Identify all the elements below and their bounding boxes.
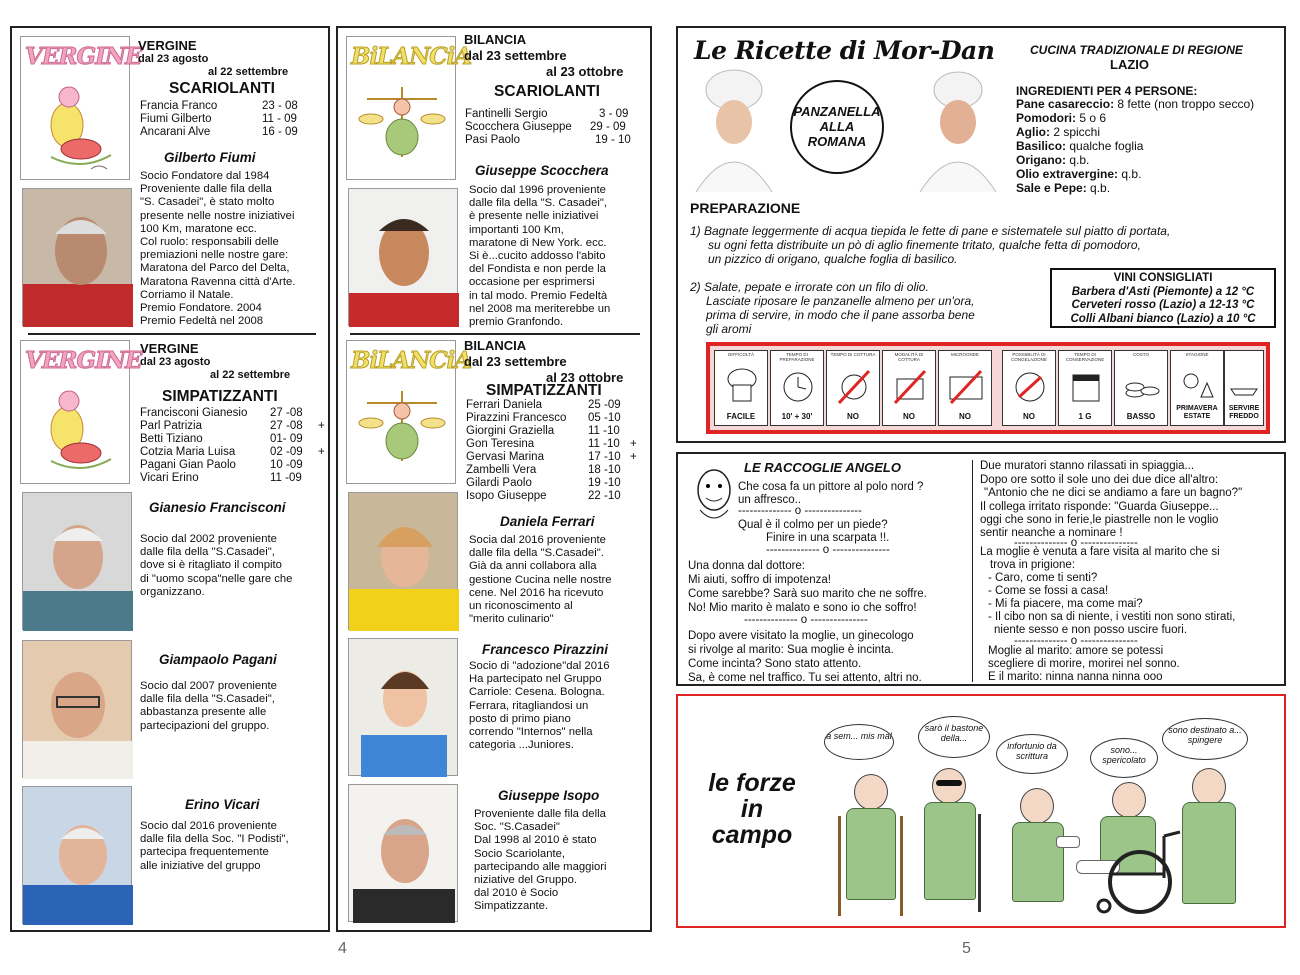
ingredients-title: INGREDIENTI PER 4 PERSONE: xyxy=(1016,84,1198,98)
no-stove-icon xyxy=(891,367,929,407)
chef-woman-photo xyxy=(686,68,782,192)
joke-line: Dopo avere visitato la moglie, un ginecologo xyxy=(688,630,914,642)
difficulty-cell: DIFFICOLTÀ FACILE xyxy=(714,350,768,426)
joke-line: Come incinta? Sono stato attento. xyxy=(688,658,862,670)
bilancia-scale-drawing xyxy=(347,37,457,181)
divider xyxy=(28,333,316,335)
joke-separator: -------------- o --------------- xyxy=(1014,635,1138,647)
speech-bubble: sono destinato a... spingere xyxy=(1162,718,1248,760)
speech-bubble: a sem... mis mal xyxy=(824,724,894,760)
sign-to: al 23 ottobre xyxy=(546,370,624,385)
joke-line: - Come se fossi a casa! xyxy=(988,585,1109,597)
person-bio: Socio dal 2016 proveniente dalle fila della Soc. "I Podisti", partecipa frequentemente alle iniziative del gruppo xyxy=(140,820,289,872)
page-number-right: 5 xyxy=(962,940,971,957)
sign-title: BILANCIA xyxy=(464,338,527,353)
figure-body xyxy=(1182,802,1236,904)
joke-line: Dopo ore sotto il sole uno dei due dice all'altro: xyxy=(980,474,1219,486)
cost-cell: COSTO BASSO xyxy=(1114,350,1168,426)
freeze-cell: POSSIBILITÀ DI CONGELAZIONE NO xyxy=(1002,350,1056,426)
joke-line: scegliere di morire, morirei nel sonno. xyxy=(988,658,1180,670)
joke-separator: -------------- o --------------- xyxy=(744,614,868,626)
figure-body xyxy=(846,808,896,900)
wines-box: VINI CONSIGLIATI Barbera d'Asti (Piemonte) a 12 °C Cerveteri rosso (Lazio) a 12-13 °C Colli Albani bianco (Lazio) a 10 °C xyxy=(1050,268,1276,328)
vergine-logo: VERGINE xyxy=(20,36,130,180)
joke-line: Moglie al marito: amore se potessi xyxy=(988,645,1164,657)
figure-body xyxy=(924,802,976,900)
joke-line: Finire in una scarpata !!. xyxy=(766,532,890,544)
person-name: Francesco Pirazzini xyxy=(482,642,609,657)
joke-separator: -------------- o --------------- xyxy=(738,505,862,517)
joke-line: Come sarebbe? Sarà suo marito che ne soffre. xyxy=(688,588,927,600)
joke-line: Due muratori stanno rilassati in spiaggia... xyxy=(980,460,1195,472)
chef-man-photo xyxy=(914,70,1000,192)
no-freeze-icon xyxy=(1011,367,1049,407)
figure-head xyxy=(932,768,966,804)
sign-from: dal 23 settembre xyxy=(464,354,567,369)
speech-bubble: infortunio da scrittura xyxy=(996,734,1068,774)
joke-line: niente sesso e non posso uscire fuori. xyxy=(994,624,1188,636)
joke-line: E il marito: ninna nanna ninna ooo xyxy=(988,671,1163,683)
person-name: Daniela Ferrari xyxy=(500,514,595,529)
vergine-logo: VERGINE xyxy=(20,340,130,484)
joke-separator: -------------- o --------------- xyxy=(766,544,890,556)
person-bio: Proveniente dalle fila della Soc. "S.Casadei" Dal 1998 al 2010 è stato Socio Scariolante, partecipando alle maggiori niziative del Gruppo. dal 2010 è Socio Simpatizzante. xyxy=(474,808,607,913)
sign-title: VERGINE xyxy=(140,341,199,356)
season-cell: STAGIONE PRIMAVERA ESTATE xyxy=(1170,350,1224,426)
jokes-title: LE RACCOGLIE ANGELO xyxy=(744,460,901,475)
photo-erino-vicari xyxy=(22,786,132,924)
calendar-icon xyxy=(1067,367,1105,407)
joke-line: un affresco.. xyxy=(738,494,802,506)
bilancia-logo: BiLANCiA xyxy=(346,340,456,484)
ingredients-list: Pane casareccio: 8 fette (non troppo secco) Pomodori: 5 o 6 Aglio: 2 spicchi Basilico: qualche foglia Origano: q.b. Olio extravergine: q.b. Sale e Pepe: q.b. xyxy=(1016,97,1255,195)
recipe-title: Le Ricette di Mor-Dan xyxy=(694,36,995,65)
sign-to: al 23 ottobre xyxy=(546,64,624,79)
person-bio: Socio dal 2002 proveniente dalle fila della "S.Casadei", dove si è ritagliato il compito di "uomo scopa"nelle gare che organizzano. xyxy=(140,533,293,598)
sign-title: BILANCIA xyxy=(464,32,527,47)
sign-from: dal 23 settembre xyxy=(464,48,567,63)
sunglasses xyxy=(936,780,962,786)
left-column-2: BiLANCiA BILANCIA dal 23 settembre al 23 ottobre SCARIOLANTI Fantinelli Sergio 3 - 09 Scocchera Giuseppe 29 - 09 Pasi Paolo 19 - 10 Giuseppe Scocchera Socio dal 1996 proveniente dalle fila della "S. Casadei", è presente nelle iniziativei importanti 100 Km, maratone di New York. ecc. Si è...cucito addosso l'abito del Fondista e non perde la occasione per esprimersi in tal modo. Premio Fedeltà nel 2008 ma meriterebbe un premio Granfondo. BiLANCiA BILANCIA dal 23 settembre al 23 ottobre SIMPATIZZANTI Ferrari Daniela 25 -09 Pirazzini Francesco 05 -10 Giorgini Graziella 11 -10 Gon Teresina 11 -10 + Gervasi Marina 17 -10 + Zambelli Vera 18 -10 Gilardi Paolo 19 -10 Isopo Giuseppe 22 -10 Daniela Ferrari Socia dal 2016 proveniente dalle fila della "S.Casadei". Già da anni collabora alla gestione Cucina nelle nostre cene. Nel 2016 ha ricevuto un riconoscimento al "merito culinario" Francesco Pirazzini Socio di "adozione"dal 2016 Ha partecipato nel Gruppo Carriole: Cesena. Bologna. Ferrara, ritagliandosi un posto di primo piano correndo "Internos" nella categoria ...Juniores. Giuseppe Isopo Proveniente dalle fila della Soc. "S.Casadei" Dal 1998 al 2010 è stato Socio Scariolante, partecipando alle maggiori niziative del Gruppo. dal 2010 è Socio Simpatizzante. xyxy=(336,26,652,932)
serve-cell: SERVIRE FREDDO xyxy=(1224,350,1264,426)
joke-line: trova in prigione: xyxy=(990,559,1076,571)
crutch xyxy=(900,816,903,916)
region-line-2: LAZIO xyxy=(1110,57,1149,72)
person-bio: Socia dal 2016 proveniente dalle fila della "S.Casadei". Già da anni collabora alla gestione Cucina nelle nostre cene. Nel 2016 ha ricevuto un riconoscimento al "merito culinario" xyxy=(469,534,612,626)
region-line-1: CUCINA TRADIZIONALE DI REGIONE xyxy=(1030,43,1243,57)
joke-separator: -------------- o --------------- xyxy=(1014,537,1138,549)
wheelchair-icon xyxy=(1088,826,1188,916)
cartoon-face-drawing xyxy=(692,466,736,528)
serve-cold-icon xyxy=(1229,367,1259,407)
arm-cast xyxy=(1056,836,1080,848)
storage-time-cell: TEMPO DI CONSERVAZIONE 1 G xyxy=(1058,350,1112,426)
cane xyxy=(978,814,981,912)
season-icon xyxy=(1179,367,1217,407)
divider xyxy=(350,333,640,335)
photo-giuseppe-isopo xyxy=(348,784,458,922)
figure-head xyxy=(1112,782,1146,818)
category-title: SIMPATIZZANTI xyxy=(486,382,602,399)
joke-line: Sa, è come nel traffico. Tu sei attento, altri no. xyxy=(688,672,922,684)
joke-line: si rivolge al marito: Sua moglie è incinta. xyxy=(688,644,894,656)
step-1: 1) Bagnate leggermente di acqua tiepida le fette di pane e sistematele sul piatto di portata, su ogni fetta distribuite un pò di aglio finemente tritato, qualche fetta di pomodoro, un pizzico di origano, qualche foglia di basilico. xyxy=(690,224,1171,266)
jokes-column-divider xyxy=(972,460,973,682)
no-cooking-icon xyxy=(835,367,873,407)
person-bio: Socio dal 1996 proveniente dalle fila della "S. Casadei", è presente nelle iniziativei importanti 100 Km, maratone di New York. ecc. Si è...cucito addosso l'abito del Fondista e non perde la occasione per esprimersi in tal modo. Premio Fedeltà nel 2008 ma meriterebbe un premio Granfondo. xyxy=(469,184,611,329)
page-number-left: 4 xyxy=(338,940,347,957)
bilancia-logo: BiLANCiA xyxy=(346,36,456,180)
cooking-time-cell: TEMPO DI COTTURA NO xyxy=(826,350,880,426)
figure-head xyxy=(1020,788,1054,824)
person-bio: Socio di "adozione"dal 2016 Ha partecipato nel Gruppo Carriole: Cesena. Bologna. Ferrara, ritagliandosi un posto di primo piano correndo "Internos" nella categoria ...Juniores. xyxy=(469,660,610,752)
joke-line: Il collega irritato risponde: "Guarda Giuseppe... xyxy=(980,501,1219,513)
preparation-title: PREPARAZIONE xyxy=(690,200,801,216)
joke-line: No! Mio marito è malato e sono io che soffro! xyxy=(688,602,917,614)
no-microwave-icon xyxy=(947,367,985,407)
recipe-box xyxy=(676,26,1286,443)
coins-icon xyxy=(1123,367,1161,407)
microwave-cell: MICROONDE NO xyxy=(938,350,992,426)
person-name: Giuseppe Isopo xyxy=(498,788,600,803)
joke-line: Qual è il colmo per un piede? xyxy=(738,519,888,531)
figure-head xyxy=(854,774,888,810)
joke-line: La moglie è venuta a fare visita al marito che si xyxy=(980,546,1220,558)
sign-from: dal 23 agosto xyxy=(138,53,209,65)
chef-hat-icon xyxy=(723,367,761,407)
jokes-box xyxy=(676,452,1286,686)
recipe-icons-strip xyxy=(706,342,1270,434)
prep-time-cell: TEMPO DI PREPARAZIONE 10' + 30' xyxy=(770,350,824,426)
step-2: 2) Salate, pepate e irrorate con un filo di olio. Lasciate riposare le panzanelle almeno per un'ora, prima di servire, in modo che il pane assorba bene gli aromi xyxy=(690,280,975,336)
joke-line: - Caro, come ti senti? xyxy=(988,572,1098,584)
sign-from: dal 23 agosto xyxy=(140,356,211,368)
person-bio: Socio Fondatore dal 1984 Proveniente dalle fila della "S. Casadei", è stato molto presente nelle nostre iniziativei 100 Km, maratone ecc. Col ruolo: responsabili delle premiazioni nelle nostre gare: Maratona del Parco del Delta, Maratona Ravenna città d'Arte. Corriamo il Natale. Premio Fondatore. 2004 Premio Fedeltà nel 2008 xyxy=(140,170,296,328)
category-title: SCARIOLANTI xyxy=(494,83,600,100)
joke-line: - Mi fa piacere, ma come mai? xyxy=(988,598,1143,610)
category-title: SIMPATIZZANTI xyxy=(162,388,278,405)
crutch xyxy=(838,816,841,916)
photo-giuseppe-scocchera xyxy=(348,188,458,326)
photo-francesco-pirazzini xyxy=(348,638,458,776)
speech-bubble: sarò il bastone della... xyxy=(918,716,990,758)
joke-line: Che cosa fa un pittore al polo nord ? xyxy=(738,481,924,493)
person-name: Erino Vicari xyxy=(185,797,260,812)
cartoon-title: le forze in campo xyxy=(708,769,796,849)
cartoon-box xyxy=(676,694,1286,928)
person-name: Gianesio Francisconi xyxy=(149,500,286,515)
left-column-1: VERGINE VERGINE dal 23 agosto al 22 settembre SCARIOLANTI Francia Franco 23 - 08 Fiumi Gilberto 11 - 09 Ancarani Alve 16 - 09 Gilberto Fiumi Socio Fondatore dal 1984 Proveniente dalle fila della "S. Casadei", è stato molto presente nelle nostre iniziativei 100 Km, maratone ecc. Col ruolo: responsabili delle premiazioni nelle nostre gare: Maratona del Parco del Delta, Maratona Ravenna città d'Arte. Corriamo il Natale. Premio Fondatore. 2004 Premio Fedeltà nel 2008 VERGINE VERGINE dal 23 agosto al 22 settembre SIMPATIZZANTI Francisconi Gianesio 27 -08 Parl Patrizia 27 -08 + Betti Tiziano 01- 09 Cotzia Maria Luisa 02 -09 + Pagani Gian Paolo 10 -09 Vicari Erino 11 -09 Gianesio Francisconi Socio dal 2002 proveniente dalle fila della "S.Casadei", dove si è ritagliato il compito di "uomo scopa"nelle gare che organizzano. Giampaolo Pagani Socio dal 2007 proveniente dalle fila della "S.Casadei", abbastanza presente alle partecipazioni del gruppo. Erino Vicari Socio dal 2016 proveniente dalle fila della Soc. "I Podisti", partecipa frequentemente alle iniziative del gruppo xyxy=(10,26,330,932)
photo-gilberto-fiumi xyxy=(22,188,132,326)
joke-line: Una donna dal dottore: xyxy=(688,560,806,572)
joke-line: "Antonio che ne dici se andiamo a fare un bagno?" xyxy=(984,487,1243,499)
speech-bubble: sono... spericolato xyxy=(1090,738,1158,778)
figure-head xyxy=(1192,768,1226,806)
sign-to: al 22 settembre xyxy=(208,66,289,78)
figure-body xyxy=(1012,822,1064,902)
cooking-mode-cell: MODALITÀ DI COTTURA NO xyxy=(882,350,936,426)
joke-line: oggi che sono in ferie,le piastrelle non le voglio xyxy=(980,514,1219,526)
person-name: Giuseppe Scocchera xyxy=(475,163,609,178)
sign-title: VERGINE xyxy=(138,38,197,53)
dish-badge: PANZANELLA ALLA ROMANA xyxy=(790,80,884,174)
person-name: Gilberto Fiumi xyxy=(164,150,256,165)
photo-daniela-ferrari xyxy=(348,492,458,630)
person-name: Giampaolo Pagani xyxy=(159,652,277,667)
joke-line: - Il cibo non sa di niente, i vestiti non sono stirati, xyxy=(988,611,1236,623)
photo-gianesio-francisconi xyxy=(22,492,132,630)
joke-line: sentir neanche a nominare ! xyxy=(980,527,1123,539)
person-bio: Socio dal 2007 proveniente dalle fila della "S.Casadei", abbastanza presente alle partecipazioni del gruppo. xyxy=(140,680,277,732)
clock-icon xyxy=(779,367,817,407)
vergine-snail-drawing xyxy=(21,37,131,181)
sign-to: al 22 settembre xyxy=(210,369,291,381)
joke-line: Mi aiuti, soffro di impotenza! xyxy=(688,574,831,586)
photo-giampaolo-pagani xyxy=(22,640,132,778)
category-title: SCARIOLANTI xyxy=(169,80,275,97)
